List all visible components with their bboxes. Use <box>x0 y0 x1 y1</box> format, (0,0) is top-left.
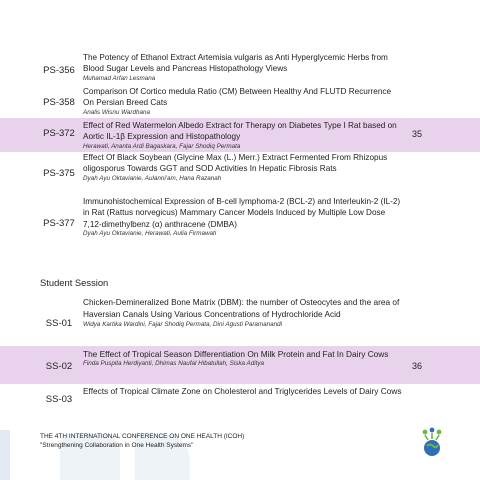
abstract-title: The Potency of Ethanol Extract Artemisia vulgaris as Anti Hyperglycemic Herbs from Blood Sugar Levels and Pancreas Histopathology Views <box>83 53 388 74</box>
page-number: 35 <box>411 129 422 139</box>
table-row-highlighted <box>0 346 480 384</box>
table-row <box>0 86 480 118</box>
abstract-title: The Effect of Tropical Season Differentiation On Milk Protein and Fat In Dairy Cows <box>83 349 389 359</box>
table-row <box>0 385 480 415</box>
abstract-code: PS-356 <box>43 65 75 76</box>
abstract-title: Effect Of Black Soybean (Glycine Max (L.) Merr.) Extract Fermented From Rhizopus oligosporus Towards GGT and SOD Activities In Hepatic Fibrosis Rats <box>83 153 388 174</box>
footer <box>40 432 244 450</box>
section-title: Student Session <box>40 277 109 288</box>
abstract-title: Effects of Tropical Climate Zone on Cholesterol and Triglycerides Levels of Dairy Cows <box>83 386 402 396</box>
abstract-code: PS-372 <box>43 128 75 139</box>
abstract-code: SS-02 <box>45 361 73 372</box>
abstract-authors: Finda Puspita Herdiyanti, Dhimas Naufal Hibatullah, Siska Aditya <box>83 360 265 368</box>
abstract-title: Comparison Of Cortico medula Ratio (CM) Between Healthy And FLUTD Recurrence On Persian Breed Cats <box>83 87 392 108</box>
table-row <box>0 196 480 250</box>
abstract-authors: Widya Kartika Wardini, Fajar Shodiq Permata, Dini Agusti Paramanandi <box>83 320 283 328</box>
abstract-authors: Muhamad Arfan Lesmana <box>83 74 156 82</box>
abstract-title: Effect of Red Watermelon Albedo Extract for Therapy on Diabetes Type I Rat based on Aortic IL-1β Expression and Histopathology <box>83 121 397 142</box>
abstract-title: Chicken-Demineralized Bone Matrix (DBM): the number of Osteocytes and the area of Haversian Canals Using Various Concentrations of Hydrochloride Acid <box>83 297 400 320</box>
table-row <box>0 296 480 346</box>
abstract-code: SS-03 <box>45 394 73 405</box>
abstract-code: PS-377 <box>43 218 75 229</box>
conference-name: THE 4TH INTERNATIONAL CONFERENCE ON ONE HEALTH (ICOH) <box>40 433 245 440</box>
table-row <box>0 52 480 84</box>
conference-tagline: "Strengthening Collaboration in One Health Systems" <box>40 442 194 449</box>
abstract-authors: Dyah Ayu Oktavianie, Herawati, Aulia Firmawati <box>83 229 217 237</box>
abstract-code: PS-358 <box>43 97 75 108</box>
abstract-authors: Analis Wisnu Wardhana <box>83 108 151 116</box>
abstract-authors: Dyah Ayu Oktavianie, Aulanni'am, Hana Razanah <box>83 174 222 182</box>
abstract-authors: Herawati, Ananta Ardi Bagaskara, Fajar Shodiq Permata <box>83 142 241 150</box>
abstract-code: SS-01 <box>45 318 73 329</box>
table-row-highlighted <box>0 118 480 152</box>
table-row <box>0 152 480 194</box>
abstract-title: Immunohistochemical Expression of B-cell lymphoma-2 (BCL-2) and Interleukin-2 (IL-2) in Rat (Rattus norvegicus) Mammary Cancer Models Induced by Multiple Low Dose 7,12-dimethylbenz (α) anthracene (DMBA) <box>83 197 401 229</box>
page-number: 36 <box>411 361 422 371</box>
abstract-code: PS-375 <box>43 168 75 179</box>
decorative-bar <box>0 430 10 480</box>
conference-logo-icon <box>418 426 446 458</box>
